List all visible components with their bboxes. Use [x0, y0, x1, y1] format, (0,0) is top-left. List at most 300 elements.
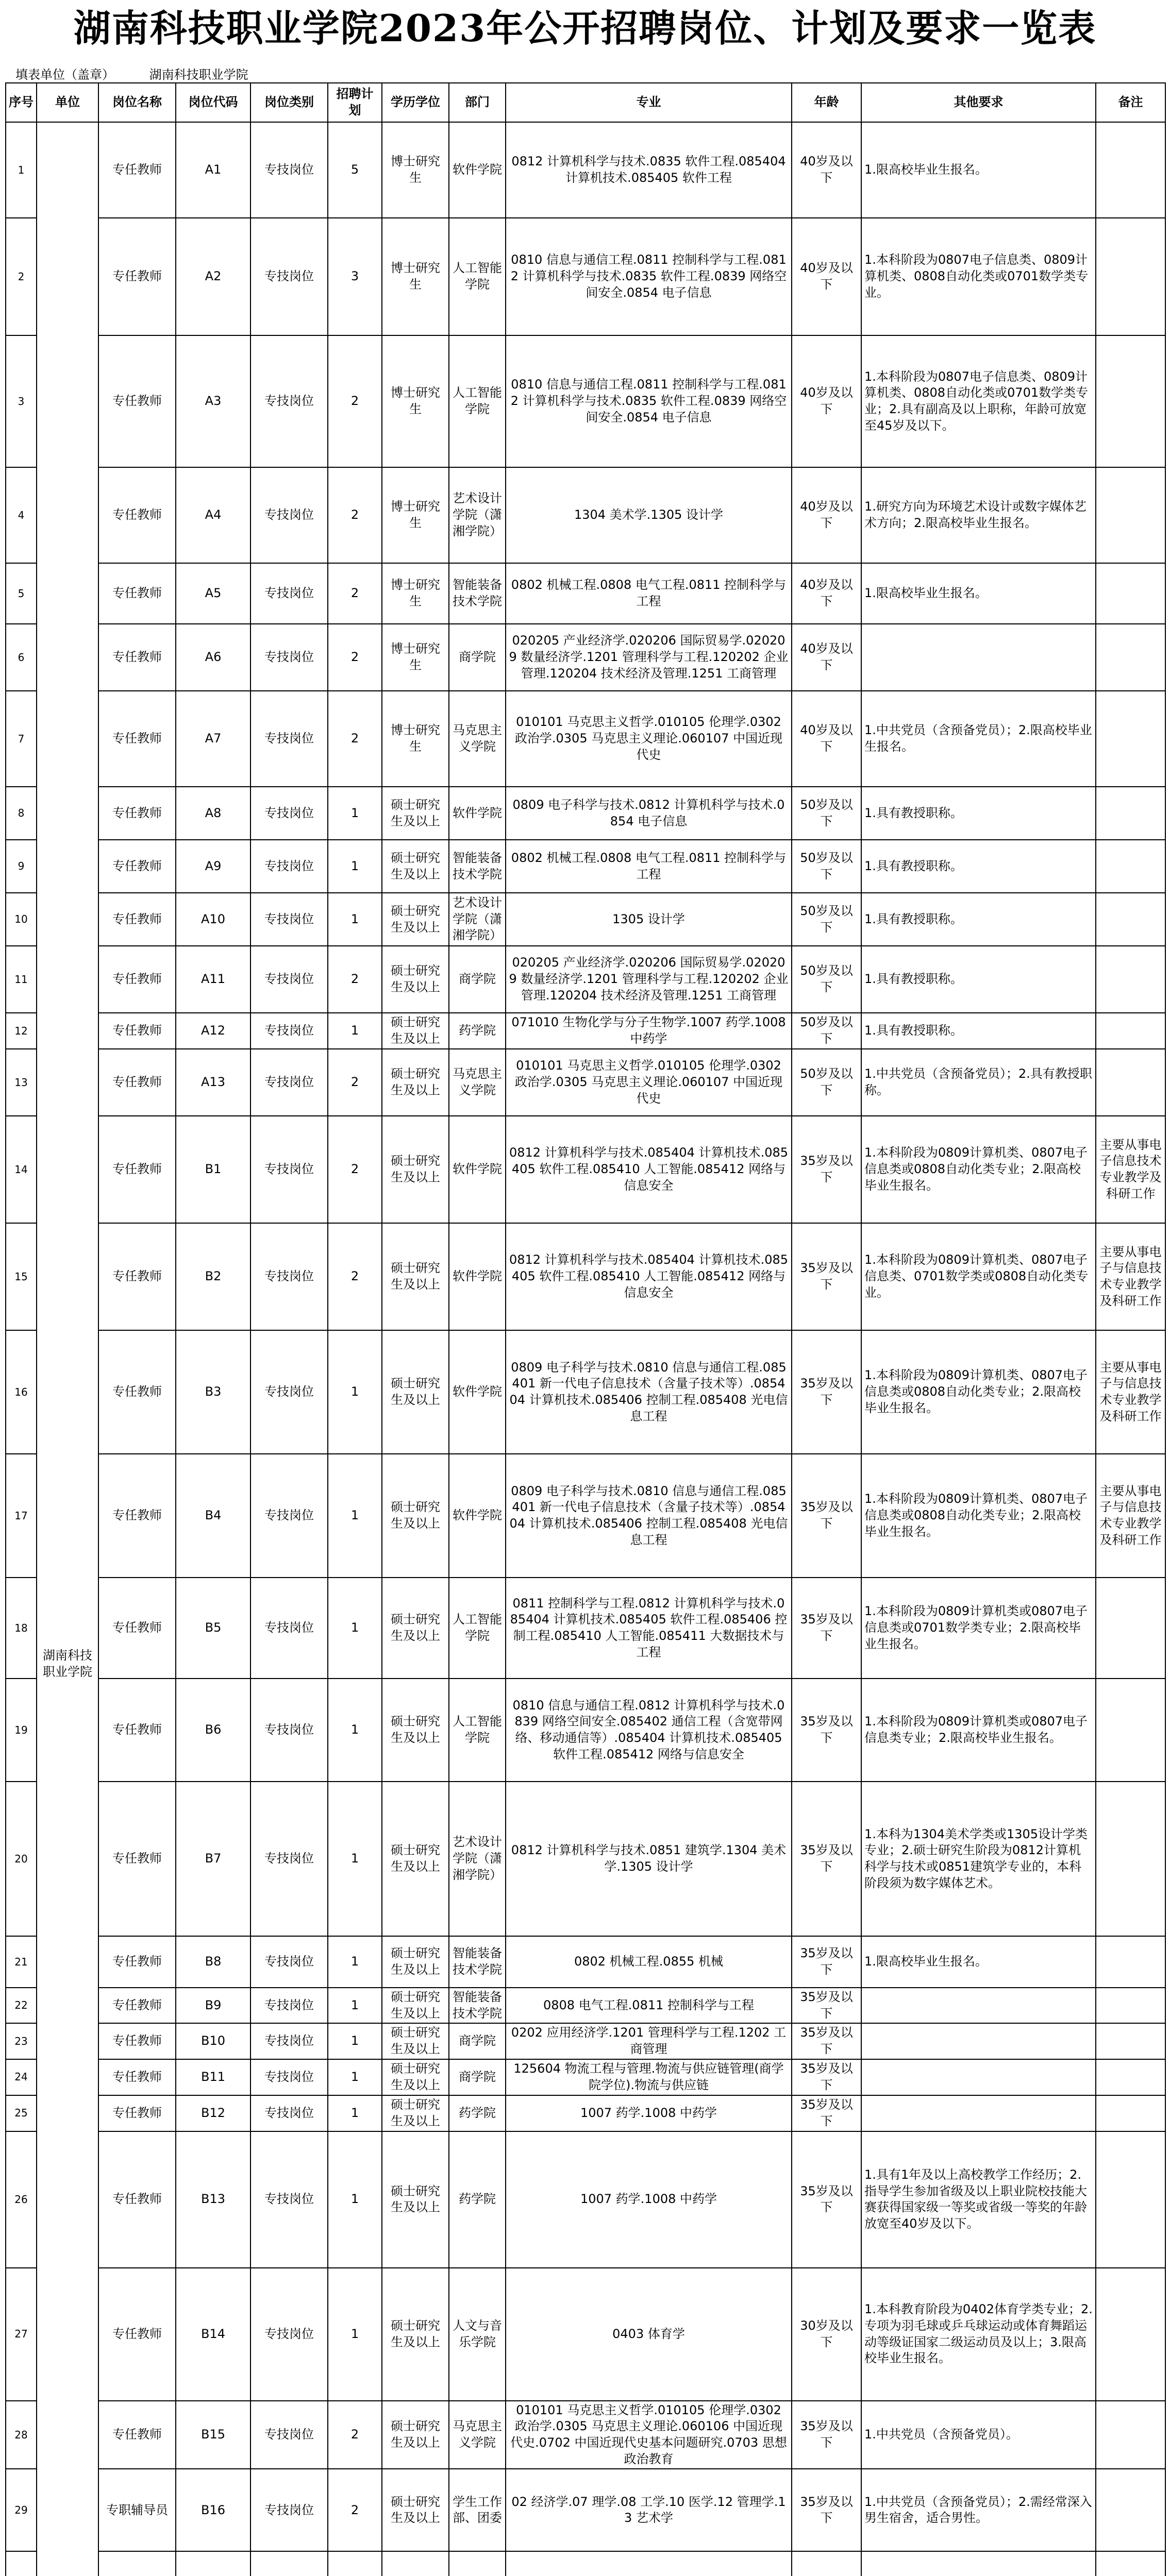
- cell-count: 1: [328, 1578, 382, 1679]
- cell-education: 硕士研究生及以上: [382, 1049, 449, 1116]
- cell-remark: [1096, 840, 1165, 893]
- cell-dept: 药学院: [449, 2095, 506, 2131]
- cell-post-type: 专技岗位: [250, 2095, 328, 2131]
- cell-dept: 马克思主义学院: [449, 2401, 506, 2469]
- cell-count: 1: [328, 787, 382, 840]
- cell-major: 0808 电气工程.0811 控制科学与工程: [506, 1988, 792, 2023]
- cell-post-code: B16: [176, 2469, 250, 2551]
- cell-age: 35岁及以下: [792, 2059, 861, 2095]
- header-seq: 序号: [6, 83, 37, 122]
- cell-post-code: B12: [176, 2095, 250, 2131]
- cell-remark: [1096, 122, 1165, 218]
- cell-post-code: B14: [176, 2268, 250, 2401]
- cell-other: 1.本科教育阶段为0402体育学类专业；2.专项为羽毛球或乒乓球运动或体育舞蹈运动等级证国家二级运动员及以上；3.限高校毕业生报名。: [861, 2268, 1096, 2401]
- cell-age: 40岁及以下: [792, 335, 861, 467]
- cell-post-type: 专技岗位: [250, 2131, 328, 2268]
- cell-count: [328, 2551, 382, 2576]
- cell-count: 3: [328, 218, 382, 335]
- cell-other: 1.限高校毕业生报名。: [861, 122, 1096, 218]
- cell-post-type: 专技岗位: [250, 1782, 328, 1936]
- cell-post-code: B5: [176, 1578, 250, 1679]
- cell-post-type: 专技岗位: [250, 218, 328, 335]
- table-row: [6, 2268, 1165, 2401]
- cell-post-name: 专任教师: [98, 1454, 176, 1578]
- cell-remark: [1096, 1679, 1165, 1782]
- cell-post-type: 专技岗位: [250, 1116, 328, 1223]
- header-major: 专业: [506, 83, 792, 122]
- cell-post-name: 专任教师: [98, 2023, 176, 2059]
- cell-dept: 药学院: [449, 2131, 506, 2268]
- cell-other: [861, 2059, 1096, 2095]
- cell-post-name: 专任教师: [98, 946, 176, 1013]
- cell-major: 0810 信息与通信工程.0812 计算机科学与技术.0839 网络空间安全.085402 通信工程（含宽带网络、移动通信等）.085404 计算机技术.085405 软件工程.085412 网络与信息安全: [506, 1679, 792, 1782]
- cell-post-type: 专技岗位: [250, 624, 328, 691]
- page-title: 湖南科技职业学院2023年公开招聘岗位、计划及要求一览表: [73, 6, 1097, 50]
- cell-count: 2: [328, 1116, 382, 1223]
- cell-seq: 5: [6, 563, 37, 624]
- table-row: [6, 893, 1165, 946]
- cell-count: 2: [328, 624, 382, 691]
- cell-post-name: 专任教师: [98, 1578, 176, 1679]
- cell-dept: 商学院: [449, 946, 506, 1013]
- cell-major: 0810 信息与通信工程.0811 控制科学与工程.0812 计算机科学与技术.0835 软件工程.0839 网络空间安全.0854 电子信息: [506, 218, 792, 335]
- cell-count: 1: [328, 840, 382, 893]
- cell-post-type: 专技岗位: [250, 1988, 328, 2023]
- cell-count: 1: [328, 2023, 382, 2059]
- cell-seq: 16: [6, 1330, 37, 1454]
- cell-remark: [1096, 1013, 1165, 1049]
- cell-count: 1: [328, 1013, 382, 1049]
- cell-seq: 14: [6, 1116, 37, 1223]
- cell-major: 1007 药学.1008 中药学: [506, 2131, 792, 2268]
- cell-seq: 9: [6, 840, 37, 893]
- table-row: [6, 1988, 1165, 2023]
- cell-post-code: B3: [176, 1330, 250, 1454]
- cell-seq: 28: [6, 2401, 37, 2469]
- cell-age: 35岁及以下: [792, 1330, 861, 1454]
- cell-post-name: 专任教师: [98, 1679, 176, 1782]
- cell-age: 35岁及以下: [792, 1454, 861, 1578]
- cell-post-type: 专技岗位: [250, 893, 328, 946]
- cell-major: 1007 药学.1008 中药学: [506, 2095, 792, 2131]
- cell-post-type: 专技岗位: [250, 1679, 328, 1782]
- cell-count: 2: [328, 563, 382, 624]
- cell-seq: 12: [6, 1013, 37, 1049]
- cell-dept: 软件学院: [449, 1223, 506, 1330]
- cell-seq: 21: [6, 1936, 37, 1988]
- cell-post-code: B10: [176, 2023, 250, 2059]
- cell-other: 1.限高校毕业生报名。: [861, 1936, 1096, 1988]
- cell-dept: 马克思主义学院: [449, 691, 506, 787]
- header-age: 年龄: [792, 83, 861, 122]
- cell-post-code: A11: [176, 946, 250, 1013]
- cell-post-name: 专任教师: [98, 467, 176, 563]
- header-post-name: 岗位名称: [98, 83, 176, 122]
- cell-age: 35岁及以下: [792, 1223, 861, 1330]
- cell-post-name: 专任教师: [98, 787, 176, 840]
- cell-age: 40岁及以下: [792, 691, 861, 787]
- cell-dept: 艺术设计学院（潇湘学院）: [449, 893, 506, 946]
- cell-other: 1.具有教授职称。: [861, 946, 1096, 1013]
- header-row: [6, 83, 1165, 122]
- cell-count: 2: [328, 335, 382, 467]
- cell-age: 35岁及以下: [792, 1116, 861, 1223]
- cell-post-name: 专任教师: [98, 893, 176, 946]
- header-unit: 单位: [37, 83, 98, 122]
- table-row: [6, 840, 1165, 893]
- cell-education: 硕士研究生及以上: [382, 1988, 449, 2023]
- cell-major: 0811 控制科学与工程.0812 计算机科学与技术.085404 计算机技术.085405 软件工程.085406 控制工程.085410 人工智能.085411 大数据技术与工程: [506, 1578, 792, 1679]
- table-row: [6, 467, 1165, 563]
- cell-post-name: 专任教师: [98, 2095, 176, 2131]
- table-row: [6, 2401, 1165, 2469]
- cell-seq: 22: [6, 1988, 37, 2023]
- cell-post-name: 专任教师: [98, 691, 176, 787]
- cell-age: 40岁及以下: [792, 467, 861, 563]
- cell-other: [861, 2023, 1096, 2059]
- cell-other: 1.中共党员（含预备党员）。: [861, 2401, 1096, 2469]
- cell-education: 博士研究生: [382, 467, 449, 563]
- cell-post-name: 专任教师: [98, 2131, 176, 2268]
- cell-major: 0812 计算机科学与技术.085404 计算机技术.085405 软件工程.085410 人工智能.085412 网络与信息安全: [506, 1223, 792, 1330]
- cell-education: 硕士研究生及以上: [382, 1116, 449, 1223]
- cell-post-name: 专任教师: [98, 1988, 176, 2023]
- cell-count: 2: [328, 1049, 382, 1116]
- cell-education: 硕士研究生及以上: [382, 2268, 449, 2401]
- cell-age: 35岁及以下: [792, 2401, 861, 2469]
- cell-education: 硕士研究生及以上: [382, 1330, 449, 1454]
- cell-dept: 智能装备技术学院: [449, 840, 506, 893]
- table-row: [6, 2551, 1165, 2576]
- cell-age: 35岁及以下: [792, 2131, 861, 2268]
- table-row: [6, 1578, 1165, 1679]
- cell-post-type: 专技岗位: [250, 1049, 328, 1116]
- cell-post-name: 专任教师: [98, 218, 176, 335]
- cell-age: 50岁及以下: [792, 840, 861, 893]
- cell-seq: 27: [6, 2268, 37, 2401]
- cell-age: 35岁及以下: [792, 2023, 861, 2059]
- cell-post-type: 专技岗位: [250, 1454, 328, 1578]
- cell-seq: 18: [6, 1578, 37, 1679]
- table-row: [6, 218, 1165, 335]
- cell-post-name: 专任教师: [98, 1013, 176, 1049]
- cell-other: 1.中共党员（含预备党员）；2.具有教授职称。: [861, 1049, 1096, 1116]
- cell-education: 硕士研究生及以上: [382, 1223, 449, 1330]
- cell-other: 1.本科为1304美术学类或1305设计学类专业；2.硕士研究生阶段为0812计算机科学与技术或0851建筑学专业的，本科阶段须为数字媒体艺术。: [861, 1782, 1096, 1936]
- cell-post-name: 专任教师: [98, 2268, 176, 2401]
- header-count: 招聘计划: [328, 83, 382, 122]
- table-row: [6, 1330, 1165, 1454]
- cell-education: 硕士研究生及以上: [382, 1454, 449, 1578]
- cell-education: 硕士研究生及以上: [382, 1679, 449, 1782]
- cell-count: 1: [328, 2131, 382, 2268]
- header-post-code: 岗位代码: [176, 83, 250, 122]
- cell-education: 硕士研究生及以上: [382, 2401, 449, 2469]
- cell-education: 硕士研究生及以上: [382, 2469, 449, 2551]
- table-row: [6, 1116, 1165, 1223]
- cell-other: [861, 624, 1096, 691]
- cell-age: 40岁及以下: [792, 624, 861, 691]
- cell-major: [506, 2551, 792, 2576]
- cell-seq: 1: [6, 122, 37, 218]
- cell-remark: [1096, 1049, 1165, 1116]
- cell-dept: 商学院: [449, 2023, 506, 2059]
- cell-seq: 11: [6, 946, 37, 1013]
- cell-post-type: 专技岗位: [250, 2023, 328, 2059]
- cell-other: 1.本科阶段为0807电子信息类、0809计算机类、0808自动化类或0701数学类专业。: [861, 218, 1096, 335]
- cell-remark: [1096, 335, 1165, 467]
- cell-other: 1.具有教授职称。: [861, 787, 1096, 840]
- cell-education: 硕士研究生及以上: [382, 1013, 449, 1049]
- header-dept: 部门: [449, 83, 506, 122]
- cell-count: 1: [328, 2268, 382, 2401]
- cell-education: [382, 2551, 449, 2576]
- cell-count: 1: [328, 1679, 382, 1782]
- cell-seq: 6: [6, 624, 37, 691]
- unit-label: 填表单位（盖章）: [15, 67, 114, 82]
- cell-remark: [1096, 1988, 1165, 2023]
- cell-post-type: 专技岗位: [250, 691, 328, 787]
- cell-dept: 人工智能学院: [449, 1679, 506, 1782]
- cell-post-code: B8: [176, 1936, 250, 1988]
- cell-count: 2: [328, 2401, 382, 2469]
- cell-post-name: 专任教师: [98, 840, 176, 893]
- cell-education: 硕士研究生及以上: [382, 1578, 449, 1679]
- cell-remark: [1096, 467, 1165, 563]
- cell-seq: 13: [6, 1049, 37, 1116]
- cell-other: 1.具有教授职称。: [861, 893, 1096, 946]
- cell-count: 1: [328, 1330, 382, 1454]
- table-row: [6, 1679, 1165, 1782]
- cell-post-code: B1: [176, 1116, 250, 1223]
- unit-line: [15, 64, 279, 82]
- table-row: [6, 2059, 1165, 2095]
- cell-remark: [1096, 624, 1165, 691]
- cell-major: 0809 电子科学与技术.0812 计算机科学与技术.0854 电子信息: [506, 787, 792, 840]
- cell-remark: [1096, 2023, 1165, 2059]
- table-row: [6, 335, 1165, 467]
- cell-major: 0812 计算机科学与技术.0851 建筑学.1304 美术学.1305 设计学: [506, 1782, 792, 1936]
- cell-post-code: B2: [176, 1223, 250, 1330]
- cell-post-type: 专技岗位: [250, 467, 328, 563]
- cell-seq: 7: [6, 691, 37, 787]
- cell-remark: [1096, 893, 1165, 946]
- table-row: [6, 2023, 1165, 2059]
- cell-post-code: B11: [176, 2059, 250, 2095]
- cell-education: 硕士研究生及以上: [382, 893, 449, 946]
- cell-other: 1.本科阶段为0809计算机类、0807电子信息类或0808自动化类专业；2.限高校毕业生报名。: [861, 1330, 1096, 1454]
- cell-post-name: 专任教师: [98, 2059, 176, 2095]
- cell-remark: 主要从事电子与信息技术专业教学及科研工作: [1096, 1223, 1165, 1330]
- cell-seq: 2: [6, 218, 37, 335]
- cell-major: 0802 机械工程.0855 机械: [506, 1936, 792, 1988]
- table-row: [6, 2469, 1165, 2551]
- cell-dept: 马克思主义学院: [449, 1049, 506, 1116]
- cell-post-code: B15: [176, 2401, 250, 2469]
- cell-seq: 15: [6, 1223, 37, 1330]
- cell-dept: 商学院: [449, 2059, 506, 2095]
- table-row: [6, 122, 1165, 218]
- cell-major: 071010 生物化学与分子生物学.1007 药学.1008 中药学: [506, 1013, 792, 1049]
- header-other: 其他要求: [861, 83, 1096, 122]
- cell-age: 50岁及以下: [792, 1049, 861, 1116]
- cell-unit: 湖南科技职业学院: [37, 122, 98, 2576]
- cell-major: 0809 电子科学与技术.0810 信息与通信工程.085401 新一代电子信息技术（含量子技术等）.085404 计算机技术.085406 控制工程.085408 光电信息工程: [506, 1330, 792, 1454]
- cell-other: [861, 2551, 1096, 2576]
- cell-education: 硕士研究生及以上: [382, 2023, 449, 2059]
- header-remark: 备注: [1096, 83, 1165, 122]
- cell-post-name: 专任教师: [98, 1049, 176, 1116]
- header-education: 学历学位: [382, 83, 449, 122]
- cell-dept: 软件学院: [449, 1330, 506, 1454]
- cell-other: 1.本科阶段为0809计算机类或0807电子信息类专业；2.限高校毕业生报名。: [861, 1679, 1096, 1782]
- cell-remark: [1096, 2268, 1165, 2401]
- cell-post-name: 专任教师: [98, 1330, 176, 1454]
- cell-post-type: [250, 2551, 328, 2576]
- cell-post-code: A1: [176, 122, 250, 218]
- cell-post-type: 专技岗位: [250, 2401, 328, 2469]
- cell-age: 50岁及以下: [792, 787, 861, 840]
- cell-major: 010101 马克思主义哲学.010105 伦理学.0302 政治学.0305 马克思主义理论.060107 中国近现代史: [506, 691, 792, 787]
- cell-post-type: 专技岗位: [250, 1223, 328, 1330]
- cell-age: 35岁及以下: [792, 2095, 861, 2131]
- cell-post-type: 专技岗位: [250, 2469, 328, 2551]
- cell-post-type: 专技岗位: [250, 2268, 328, 2401]
- cell-major: 0802 机械工程.0808 电气工程.0811 控制科学与工程: [506, 563, 792, 624]
- cell-education: 博士研究生: [382, 563, 449, 624]
- cell-age: 50岁及以下: [792, 893, 861, 946]
- cell-post-code: A4: [176, 467, 250, 563]
- cell-count: 1: [328, 1782, 382, 1936]
- table-row: [6, 1936, 1165, 1988]
- cell-major: 010101 马克思主义哲学.010105 伦理学.0302 政治学.0305 马克思主义理论.060107 中国近现代史: [506, 1049, 792, 1116]
- table-row: [6, 624, 1165, 691]
- cell-remark: [1096, 2059, 1165, 2095]
- cell-post-type: 专技岗位: [250, 563, 328, 624]
- cell-other: 1.本科阶段为0809计算机类、0807电子信息类或0808自动化类专业；2.限高校毕业生报名。: [861, 1116, 1096, 1223]
- cell-dept: 软件学院: [449, 1454, 506, 1578]
- cell-age: 35岁及以下: [792, 1936, 861, 1988]
- cell-seq: 20: [6, 1782, 37, 1936]
- cell-age: 35岁及以下: [792, 1782, 861, 1936]
- cell-remark: [1096, 787, 1165, 840]
- cell-post-name: 专任教师: [98, 563, 176, 624]
- cell-post-name: 专任教师: [98, 1116, 176, 1223]
- cell-dept: 商学院: [449, 624, 506, 691]
- cell-remark: [1096, 946, 1165, 1013]
- cell-count: 1: [328, 1988, 382, 2023]
- cell-count: 1: [328, 1936, 382, 1988]
- table-row: [6, 946, 1165, 1013]
- cell-remark: 主要从事电子信息技术专业教学及科研工作: [1096, 1116, 1165, 1223]
- cell-other: 1.本科阶段为0807电子信息类、0809计算机类、0808自动化类或0701数学类专业；2.具有副高及以上职称，年龄可放宽至45岁及以下。: [861, 335, 1096, 467]
- cell-post-code: A5: [176, 563, 250, 624]
- cell-remark: [1096, 2551, 1165, 2576]
- cell-remark: 主要从事电子与信息技术专业教学及科研工作: [1096, 1330, 1165, 1454]
- cell-post-name: 专任教师: [98, 1936, 176, 1988]
- cell-count: 2: [328, 2469, 382, 2551]
- cell-post-type: 专技岗位: [250, 122, 328, 218]
- cell-seq: 8: [6, 787, 37, 840]
- cell-post-name: 专任教师: [98, 624, 176, 691]
- cell-post-code: B6: [176, 1679, 250, 1782]
- cell-post-name: 专任教师: [98, 1223, 176, 1330]
- cell-other: 1.中共党员（含预备党员）；2.需经常深入男生宿舍，适合男性。: [861, 2469, 1096, 2551]
- cell-dept: 药学院: [449, 1013, 506, 1049]
- cell-dept: 软件学院: [449, 122, 506, 218]
- cell-post-type: 专技岗位: [250, 1013, 328, 1049]
- cell-age: 40岁及以下: [792, 563, 861, 624]
- cell-other: 1.具有教授职称。: [861, 840, 1096, 893]
- cell-major: 125604 物流工程与管理.物流与供应链管理(商学院学位).物流与供应链: [506, 2059, 792, 2095]
- cell-major: 0812 计算机科学与技术.085404 计算机技术.085405 软件工程.085410 人工智能.085412 网络与信息安全: [506, 1116, 792, 1223]
- cell-age: 35岁及以下: [792, 1578, 861, 1679]
- cell-dept: 人工智能学院: [449, 218, 506, 335]
- cell-other: [861, 2095, 1096, 2131]
- cell-other: 1.具有1年及以上高校教学工作经历；2.指导学生参加省级及以上职业院校技能大赛获得国家级一等奖或省级一等奖的年龄放宽至40岁及以下。: [861, 2131, 1096, 2268]
- cell-major: 020205 产业经济学.020206 国际贸易学.020209 数量经济学.1201 管理科学与工程.120202 企业管理.120204 技术经济及管理.1251 工商管理: [506, 946, 792, 1013]
- cell-age: 35岁及以下: [792, 2469, 861, 2551]
- cell-other: 1.本科阶段为0809计算机类、0807电子信息类、0701数学类或0808自动化类专业。: [861, 1223, 1096, 1330]
- cell-major: 0809 电子科学与技术.0810 信息与通信工程.085401 新一代电子信息技术（含量子技术等）.085404 计算机技术.085406 控制工程.085408 光电信息工程: [506, 1454, 792, 1578]
- cell-post-code: B13: [176, 2131, 250, 2268]
- cell-education: 硕士研究生及以上: [382, 946, 449, 1013]
- cell-post-name: 专任教师: [98, 2401, 176, 2469]
- cell-education: 硕士研究生及以上: [382, 787, 449, 840]
- cell-post-name: 专任教师: [98, 335, 176, 467]
- cell-dept: [449, 2551, 506, 2576]
- cell-post-type: 专技岗位: [250, 1578, 328, 1679]
- table-row: [6, 787, 1165, 840]
- cell-age: 30岁及以下: [792, 2268, 861, 2401]
- cell-seq: 3: [6, 335, 37, 467]
- cell-age: 40岁及以下: [792, 218, 861, 335]
- cell-dept: 人工智能学院: [449, 1578, 506, 1679]
- cell-count: 1: [328, 2095, 382, 2131]
- cell-post-code: A12: [176, 1013, 250, 1049]
- cell-post-code: B9: [176, 1988, 250, 2023]
- cell-remark: [1096, 691, 1165, 787]
- cell-post-code: A13: [176, 1049, 250, 1116]
- cell-post-type: 专技岗位: [250, 2059, 328, 2095]
- cell-count: 2: [328, 467, 382, 563]
- cell-dept: 智能装备技术学院: [449, 1988, 506, 2023]
- cell-dept: 人工智能学院: [449, 335, 506, 467]
- cell-post-code: B4: [176, 1454, 250, 1578]
- cell-post-code: A8: [176, 787, 250, 840]
- cell-post-code: A6: [176, 624, 250, 691]
- cell-other: [861, 1988, 1096, 2023]
- cell-post-type: 专技岗位: [250, 946, 328, 1013]
- cell-dept: 智能装备技术学院: [449, 563, 506, 624]
- cell-remark: [1096, 1936, 1165, 1988]
- cell-seq: 24: [6, 2059, 37, 2095]
- cell-remark: [1096, 2469, 1165, 2551]
- cell-post-type: 专技岗位: [250, 840, 328, 893]
- cell-remark: [1096, 218, 1165, 335]
- cell-remark: [1096, 1578, 1165, 1679]
- cell-seq: 23: [6, 2023, 37, 2059]
- cell-major: 0403 体育学: [506, 2268, 792, 2401]
- cell-education: 博士研究生: [382, 335, 449, 467]
- cell-education: 博士研究生: [382, 691, 449, 787]
- cell-major: 02 经济学.07 理学.08 工学.10 医学.12 管理学.13 艺术学: [506, 2469, 792, 2551]
- cell-major: 020205 产业经济学.020206 国际贸易学.020209 数量经济学.1201 管理科学与工程.120202 企业管理.120204 技术经济及管理.1251 工商管理: [506, 624, 792, 691]
- cell-dept: 学生工作部、团委: [449, 2469, 506, 2551]
- cell-seq: 4: [6, 467, 37, 563]
- unit-name: 湖南科技职业学院: [149, 67, 248, 82]
- cell-post-code: [176, 2551, 250, 2576]
